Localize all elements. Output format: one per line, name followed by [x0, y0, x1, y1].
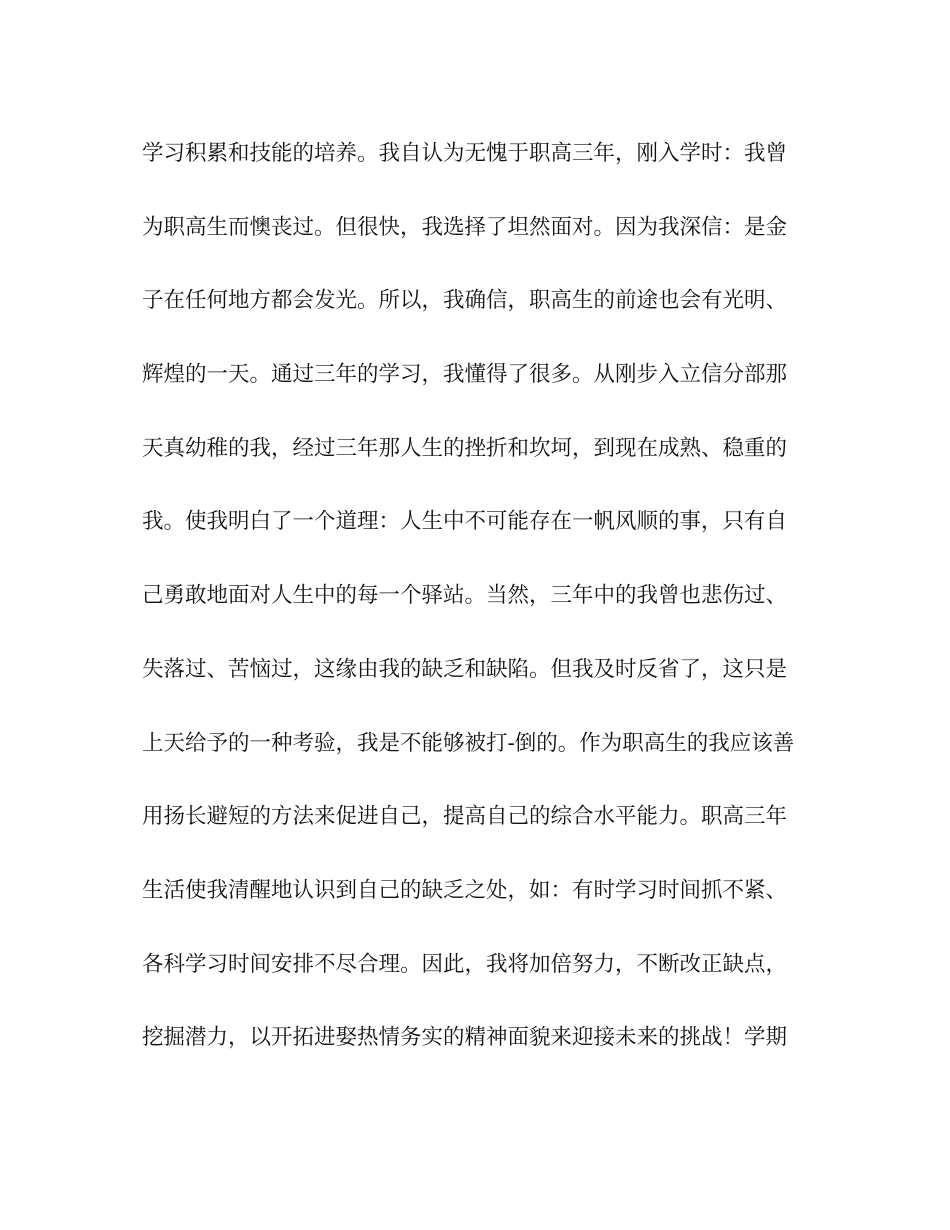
- text-line: 各科学习时间安排不尽合理。因此，我将加倍努力，不断改正缺点，: [142, 951, 788, 977]
- text-line: 为职高生而懊丧过。但很快，我选择了坦然面对。因为我深信：是金: [142, 214, 788, 240]
- text-line: 失落过、苦恼过，这缘由我的缺乏和缺陷。但我及时反省了，这只是: [142, 656, 788, 682]
- text-line: 生活使我清醒地认识到自己的缺乏之处，如：有时学习时间抓不紧、: [142, 877, 788, 903]
- text-line: 学习积累和技能的培养。我自认为无愧于职高三年，刚入学时：我曾: [142, 141, 788, 166]
- text-line: 子在任何地方都会发光。所以，我确信，职高生的前途也会有光明、: [142, 288, 788, 314]
- text-line: 天真幼稚的我，经过三年那人生的挫折和坎坷，到现在成熟、稳重的: [142, 435, 788, 461]
- text-line: 辉煌的一天。通过三年的学习，我懂得了很多。从刚步入立信分部那: [142, 362, 788, 388]
- body-text: [142, 136, 822, 1094]
- text-line: 挖掘潜力，以开拓进娶热情务实的精神面貌来迎接未来的挑战！学期: [142, 1025, 788, 1051]
- text-line: 用扬长避短的方法来促进自己，提高自己的综合水平能力。职高三年: [142, 804, 788, 830]
- text-line: 己勇敢地面对人生中的每一个驿站。当然，三年中的我曾也悲伤过、: [142, 583, 788, 609]
- text-line: 我。使我明白了一个道理：人生中不可能存在一帆风顺的事，只有自: [142, 509, 788, 535]
- text-line: 上天给予的一种考验，我是不能够被打-倒的。作为职高生的我应该善: [142, 730, 795, 756]
